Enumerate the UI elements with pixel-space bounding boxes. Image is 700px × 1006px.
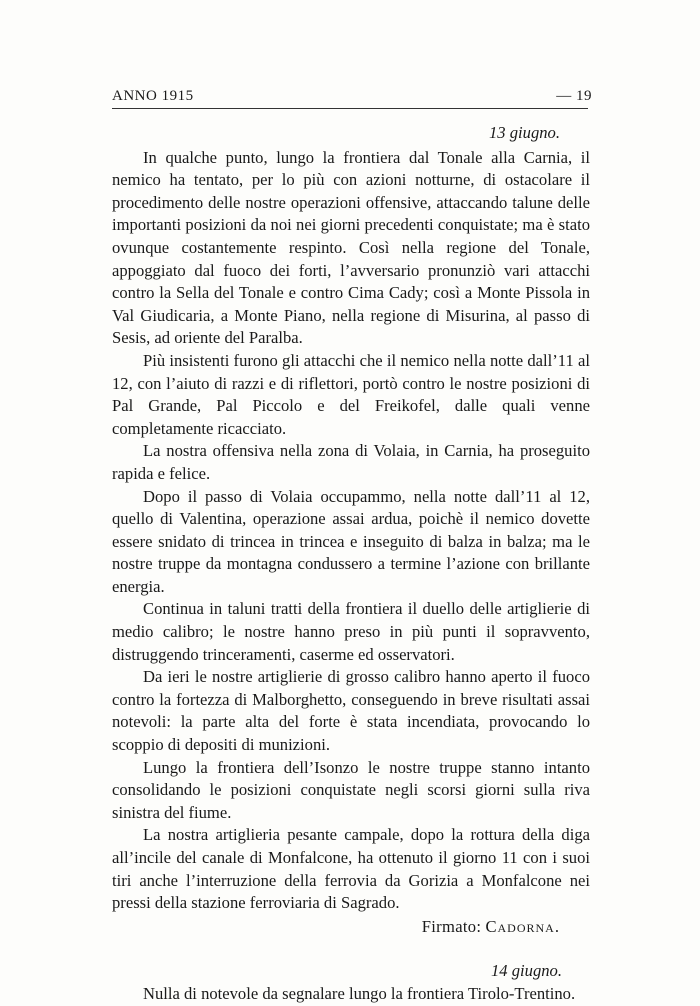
page-body: [112, 118, 590, 1006]
paragraph: La nostra artiglieria pesante campale, dopo la rottura della diga all’incile del canale di Monfalcone, ha ottenuto il giorno 11 con i suoi tiri anche l’interruzione della ferrovia da Gorizia a Monfalcone nei pressi della stazione ferroviaria di Sagrado.: [112, 825, 590, 913]
header-year: ANNO 1915: [112, 88, 194, 104]
page-number: — 19: [556, 88, 592, 104]
paragraph: Continua in taluni tratti della frontiera il duello delle artiglierie di medio calibro; le nostre hanno preso in più punti il sopravvento, distruggendo trinceramenti, caserme ed osservatori.: [112, 599, 590, 664]
signature-name: Cadorna.: [485, 916, 560, 936]
paragraph: Nulla di notevole da segnalare lungo la frontiera Tirolo-Trentino.: [143, 983, 576, 1003]
paragraph: Da ieri le nostre artiglierie di grosso calibro hanno aperto il fuoco contro la fortezza di Malborghetto, conseguendo in breve risultati assai notevoli: la parte alta del forte è stata incendiata, provocando lo scoppio di depositi di munizioni.: [112, 667, 590, 755]
header-rule: [112, 108, 588, 109]
paragraph: In qualche punto, lungo la frontiera dal Tonale alla Carnia, il nemico ha tentato, per lo più con azioni notturne, di ostacolare il procedimento delle nostre operazioni offensive, attaccando talune delle importanti posizioni da noi nei giorni precedenti conquistate; ma è stato ovunque costantemente respinto. Così nella regione del Tonale, appoggiato dal fuoco dei forti, l’avversario pronunziò vari attacchi contro la Sella del Tonale e contro Cima Cady; così a Monte Pissola in Val Giudicaria, a Monte Piano, nella regione di Misurina, al passo di Sesis, ad oriente del Paralba.: [112, 147, 590, 348]
signature-label: Firmato:: [421, 916, 482, 936]
paragraph: La nostra offensiva nella zona di Volaia, in Carnia, ha proseguito rapida e felice.: [112, 441, 590, 483]
paragraph: Dopo il passo di Volaia occupammo, nella notte dall’11 al 12, quello di Valentina, operazione assai ardua, poichè il nemico dovette essere snidato di trincea in trincea e inseguito di balza in balza; ma le nostre truppe da montagna condussero a termine l’azione con brillante energia.: [112, 486, 590, 596]
entry-date-13-june: 13 giugno.: [489, 123, 560, 142]
entry-date-14-june: 14 giugno.: [491, 961, 562, 981]
paragraph: Più insistenti furono gli attacchi che il nemico nella notte dall’11 al 12, con l’aiuto di razzi e di riflettori, portò contro le nostre posizioni di Pal Grande, Pal Piccolo e del Freikofel, dalle quali venne completamente ricacciato.: [112, 350, 590, 438]
signature: [112, 916, 560, 939]
paragraph: Lungo la frontiera dell’Isonzo le nostre truppe stanno intanto consolidando le posizioni conquistate negli scorsi giorni sulla riva sinistra del fiume.: [112, 757, 590, 822]
